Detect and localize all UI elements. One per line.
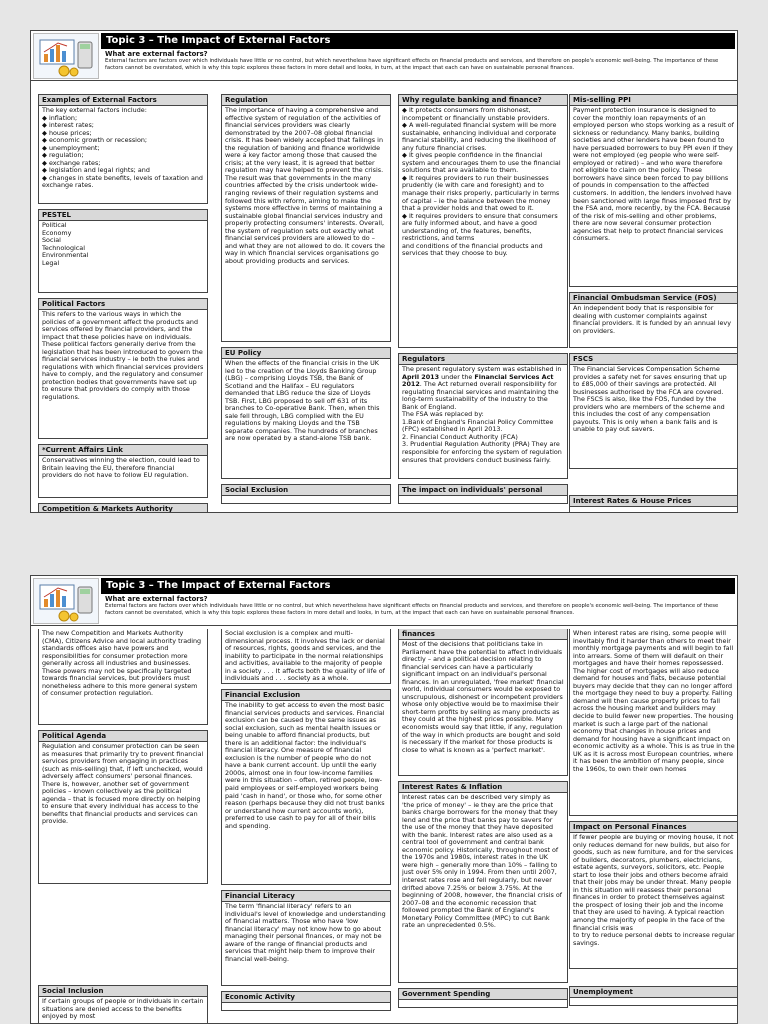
examples-box <box>38 94 208 204</box>
current-affairs-heading: *Current Affairs Link <box>39 445 207 456</box>
fscs-text: The Financial Services Compensation Scheme provides a safety net for saves ensuring that up to £85,000 of their savings are protected. All businesses authorised by the FCA are covered. The FSCS is also, like the FOS, funded by the providers who are members of the scheme and this includes the cost of any compensation payouts. This is only when a bank fails and is unable to pay out savers. <box>573 365 727 434</box>
fscs-heading: FSCS <box>570 354 738 365</box>
social-exclusion-box <box>221 484 391 504</box>
personal-finances-text: If fewer people are buying or moving house, it not only reduces demand for new builds, but also for goods, such as new furniture, and for the services of builders, decorators, plumbers, electricians, estate agents, surveyors, solicitors, etc. People start to lose their jobs and others become afraid that their jobs may be under threat. Many people in this situation will reassess their personal finances in order to protect themselves against the prospect of losing their job and the income that they are used to having. A typical reaction among the majority of people in the face of the financial crisis was to try to reduce personal debts to increase regular savings. <box>573 833 735 947</box>
cma-box <box>38 629 208 725</box>
column-4 <box>569 629 738 1023</box>
cma-text: The new Competition and Markets Authority (CMA), Citizens Advice and local authority trading standards offices also have powers and responsibilities for consumer protection more generally across all industries and businesses. These powers may not be specifically targeted towards financial services, but providers must nonetheless adhere to this more general system of consumer protection regulation. <box>42 629 202 698</box>
financial-literacy-heading: Financial Literacy <box>222 891 390 902</box>
regulators-text-part: The present regulatory system was established in <box>402 365 562 373</box>
political-factors-text: This refers to the various ways in which the policies of a government affect the products and services offered by financial providers, and the impact that these policies have on individuals. These political factors generally derive from the legislation that has been introduced to govern the financial services industry – ie both the rules and regulations with which financial services providers have to comply, and the regulatory and consumer protection bodies that governments have set up to ensure that providers do comply with those regulations. <box>42 310 204 402</box>
pestel-text: Political Economy Social Technological Environmental Legal <box>42 221 89 267</box>
financial-literacy-text: The term 'financial literacy' refers to an individual's level of knowledge and understanding of financial matters. Those who have 'low financial literacy' may not know how to go about managing their personal finances, or may not be aware of the range of financial products and services that might help them to improve their financial well-being. <box>225 902 386 963</box>
personal-finances-heading: Impact on Personal Finances <box>570 822 738 833</box>
header-intro <box>105 50 733 71</box>
page-title: Topic 3 – The Impact of External Factors <box>101 33 735 49</box>
fos-box <box>569 292 738 348</box>
house-prices-text: When interest rates are rising, some people will inevitably find it harder than others to meet their monthly mortgage payments and will begin to fall into arrears. Some of them will default on their mortgages and have their homes repossessed. The higher cost of mortgages will also reduce demand for houses and flats, because potential buyers may decide that they can no longer afford the mortgage they need to buy a property. Falling demand will then cause property prices to fall across the housing market and builders may decide to build fewer new properties. The housing market is such a large part of the national economy that changes in house prices and demand for housing have a significant impact on economic activity as a whole. This is as true in the UK as it is across most European countries, where it has been the ambition of many people, since the 1960s, to own their own homes <box>573 629 735 773</box>
examples-text: The key external factors include: ◆ inflation; ◆ interest rates; ◆ house prices; ◆ economic growth or recession; ◆ unemployment; ◆ regulation; ◆ exchange rates; ◆ legislation and legal rights; and ◆ changes in state benefits, levels of taxation and exchange rates. <box>42 106 203 190</box>
government-spending-box <box>398 988 568 1008</box>
page-header <box>31 576 737 626</box>
competition-heading: Competition & Markets Authority <box>39 504 207 513</box>
regulators-date: April 2013 <box>402 372 440 381</box>
financial-exclusion-heading: Financial Exclusion <box>222 690 390 701</box>
fos-heading: Financial Ombudsman Service (FOS) <box>570 293 738 304</box>
why-regulate-heading: Why regulate banking and finance? <box>399 95 567 106</box>
column-3 <box>398 629 568 1023</box>
regulation-box <box>221 94 391 342</box>
finance-chart-icon <box>33 578 99 624</box>
competition-box <box>38 503 208 513</box>
mis-selling-text: Payment protection insurance is designed to cover the monthly loan repayments of an employed person who stops working as a result of sickness or redundancy. Many banks, building societies and other lenders have been found to have persuaded borrowers to buy PPI even if they were not employed (eg people who were self-employed or retired) – and who were therefore not eligible to claim on the policy. These borrowers have since been forced to pay billions of pounds in compensation to the affected customers. In addition, the lenders involved have been sanctioned with large fines imposed first by the FSA and, more recently, by the FCA. Because of the risk of mis-selling and other problems, there are now several consumer protection agencies that help to protect financial services consumers. <box>573 106 734 243</box>
social-exclusion-heading: Social Exclusion <box>222 485 390 496</box>
pestel-heading: PESTEL <box>39 210 207 221</box>
impact-finances-heading: finances <box>399 629 567 640</box>
social-inclusion-box <box>38 985 208 1024</box>
column-4 <box>569 94 738 512</box>
unemployment-box <box>569 986 738 1006</box>
economic-activity-heading: Economic Activity <box>222 992 390 1003</box>
current-affairs-box <box>38 444 208 498</box>
regulation-heading: Regulation <box>222 95 390 106</box>
government-spending-heading: Government Spending <box>399 989 567 1000</box>
eu-policy-heading: EU Policy <box>222 348 390 359</box>
mis-selling-heading: Mis-selling PPI <box>570 95 738 106</box>
page-title: Topic 3 – The Impact of External Factors <box>101 578 735 594</box>
social-inclusion-heading: Social Inclusion <box>39 986 207 997</box>
impact-box <box>398 484 568 504</box>
subtitle: What are external factors? <box>105 50 208 58</box>
column-1 <box>38 94 208 512</box>
interest-inflation-text: Interest rates can be described very simply as 'the price of money' – ie they are the price that banks charge borrowers for the money that they lend and the price that banks pay to savers for the use of the money that they have deposited with the bank. Interest rates are also used as a central tool of government and central bank economic policy. Historically, throughout most of the 1970s and 1980s, interest rates in the UK were high – generally more than 10% – falling to just over 5% only in 1994. From then until 2007, interest rates rose and fell regularly, but never drifted above 7.25% or below 3.75%. At the beginning of 2008, however, the financial crisis of 2007–08 and the economic recession that followed prompted the Bank of England's Monetary Policy Committee (MPC) to cut Bank rate an unprecedented 0.5%. <box>402 793 562 930</box>
unemployment-heading: Unemployment <box>570 987 738 998</box>
column-2 <box>221 629 391 1023</box>
interest-inflation-heading: Interest Rates & Inflation <box>399 782 567 793</box>
fos-text: An independent body that is responsible for dealing with customer complaints against financial providers. It is funded by an annual levy on providers. <box>573 304 731 335</box>
interest-house-box <box>569 495 738 513</box>
why-regulate-box <box>398 94 568 348</box>
economic-activity-box <box>221 991 391 1011</box>
intro-text: External factors are factors over which individuals have little or no control, but which nevertheless have significant effects on financial products and services, and therefore on people's economic well-being. The importance of these factors cannot be overstated, which is why this topic explores these factors in more detail and looks, in turn, at the impact that each can have on sustainable personal finances. <box>105 603 719 616</box>
political-agenda-text: Regulation and consumer protection can be seen as measures that primarily try to prevent financial services providers from engaging in practices (such as mis-selling) that, if left unchecked, would adversely affect consumers' personal finances. There is, however, another set of government policies – known collectively as the political agenda – that is focused more directly on helping to ensure that every individual has access to the benefits that financial products and services can provide. <box>42 742 204 826</box>
financial-exclusion-text: The inability to get access to even the most basic financial services products and services. Financial exclusion can be caused by the same issues as social exclusion, such as mental health issues or being unable to afford financial products, but there is an additional factor: the individual's financial literacy. One measure of financial exclusion is the number of people who do not have a bank current account. Up until the early 2000s, almost one in four low-income families were in this situation – often, retired people, low-paid employees or self-employed workers being paid 'cash in hand', or those who, for some other reason (perhaps because they did not trust banks or understand how current accounts work), preferred to use cash to pay for all of their bills and spending. <box>225 701 385 830</box>
financial-exclusion-box <box>221 689 391 885</box>
page-2 <box>30 575 738 1024</box>
regulators-text-part: under the <box>439 372 475 381</box>
political-agenda-heading: Political Agenda <box>39 731 207 742</box>
finance-chart-icon <box>33 33 99 79</box>
social-exclusion-box <box>221 629 391 684</box>
examples-heading: Examples of External Factors <box>39 95 207 106</box>
pestel-box <box>38 209 208 293</box>
personal-finances-box <box>569 821 738 969</box>
page-1 <box>30 30 738 513</box>
political-factors-box <box>38 298 208 439</box>
regulators-text-part: . The Act returned overall responsibility for regulating financial services and maintaining the long-term sustainability of the industry to the Bank of England. The FSA was replaced by: 1.Bank of England's Financial Policy Committee (FPC) established in April 2013. 2. Financial Conduct Authority (FCA) 3. Prudential Regulation Authority (PRA) They are responsible for enforcing the system of regulation ensures that providers conduct business fairly. <box>402 380 562 464</box>
regulators-text <box>399 365 567 465</box>
financial-literacy-box <box>221 890 391 986</box>
impact-finances-box <box>398 629 568 776</box>
interest-house-heading: Interest Rates & House Prices <box>570 496 738 507</box>
regulation-text: The importance of having a comprehensive and effective system of regulation of the activities of financial services providers was clearly demonstrated by the 2007–08 global financial crisis. It has been widely accepted that failings in the regulation of banking and finance worldwide were a key factor among those that caused the crisis; at the very least, it is agreed that better regulation may have helped to prevent the crisis. The result was that governments in the many countries affected by the crisis undertook wide-ranging reviews of their regulation systems and followed this with reform, aiming to make the systems more effective in terms of maintaining a sustainable global financial services industry and properly protecting consumers' interests. Overall, the system of regulation sets out exactly what financial services providers are allowed to do – and what they are not allowed to do. It covers the way in which financial services organisations go about providing products and services. <box>225 106 385 265</box>
impact-finances-text: Most of the decisions that politicians take in Parliament have the potential to affect individuals directly – and a political decision relating to financial services can have a particularly significant impact on an individual's personal finances. In an unregulated, 'free market' financial world, individual consumers would be exposed to unscrupulous, dishonest or incompetent providers whose only objective would be to maximise their short-term profits by selling as many products as they could at the highest prices possible. Many economists would say that little, if any, regulation of the way in which products are bought and sold is necessary if the market for those products is close to what is known as a 'perfect market'. <box>402 640 564 754</box>
regulators-box <box>398 353 568 479</box>
current-affairs-text: Conservatives winning the election, could lead to Britain leaving the EU, therefore financial providers do not have to follow EU regulation. <box>42 456 200 480</box>
eu-policy-text: When the effects of the financial crisis in the UK led to the creation of the Lloyds Banking Group (LBG) – comprising Lloyds TSB, the Bank of Scotland and the Halifax – EU regulators demanded that LBG reduce the size of Lloyds TSB. First, LBG proposed to sell off 631 of its branches to Co-operative Bank. Then, when this sale fell through, LBG complied with the EU regulations by making Lloyds and the TSB separate companies. The hundreds of branches are now operated by a stand-alone TSB bank. <box>225 359 380 443</box>
eu-policy-box <box>221 347 391 479</box>
social-exclusion-text: Social exclusion is a complex and multi-dimensional process. It involves the lack or denial of resources, rights, goods and services, and the inability to participate in the normal relationships and activities, available to the majority of people in a society . . . It affects both the quality of life of individuals and . . . society as a whole. <box>225 629 385 683</box>
impact-heading: The impact on individuals' personal <box>399 485 567 496</box>
column-1 <box>38 629 208 1023</box>
regulators-heading: Regulators <box>399 354 567 365</box>
header-intro <box>105 595 733 616</box>
social-inclusion-text: If certain groups of people or individuals in certain situations are denied access to the benefits enjoyed by most <box>42 997 204 1021</box>
political-factors-heading: Political Factors <box>39 299 207 310</box>
mis-selling-box <box>569 94 738 287</box>
subtitle: What are external factors? <box>105 595 208 603</box>
page-header <box>31 31 737 81</box>
intro-text: External factors are factors over which individuals have little or no control, but which nevertheless have significant effects on financial products and services, and therefore on people's economic well-being. The importance of these factors cannot be overstated, which is why this topic explores these factors in more detail and looks, in turn, at the impact that each can have on sustainable personal finances. <box>105 58 719 71</box>
column-3 <box>398 94 568 512</box>
fscs-box <box>569 353 738 469</box>
interest-inflation-box <box>398 781 568 983</box>
political-agenda-box <box>38 730 208 884</box>
regulators-act: Financial Services Act 2012 <box>402 372 554 389</box>
house-prices-box <box>569 629 738 816</box>
why-regulate-text: ◆ It protects consumers from dishonest, incompetent or financially unstable providers. ◆ A well-regulated financial system will be more sustainable, enhancing individual and corporate financial stability, and reducing the likelihood of any future financial crises. ◆ It gives people confidence in the financial system and encourages them to use the financial solutions that are available to them. ◆ It requires providers to run their businesses prudently (ie with care and foresight) and to manage their risks properly, particularly in terms of capital – ie the balance between the money that a provider holds and that owed to it. ◆ It requires providers to ensure that consumers are fully informed about, and have a good understanding of, the features, benefits, restrictions, and terms and conditions of the financial products and services that they choose to buy. <box>402 106 561 258</box>
column-2 <box>221 94 391 512</box>
